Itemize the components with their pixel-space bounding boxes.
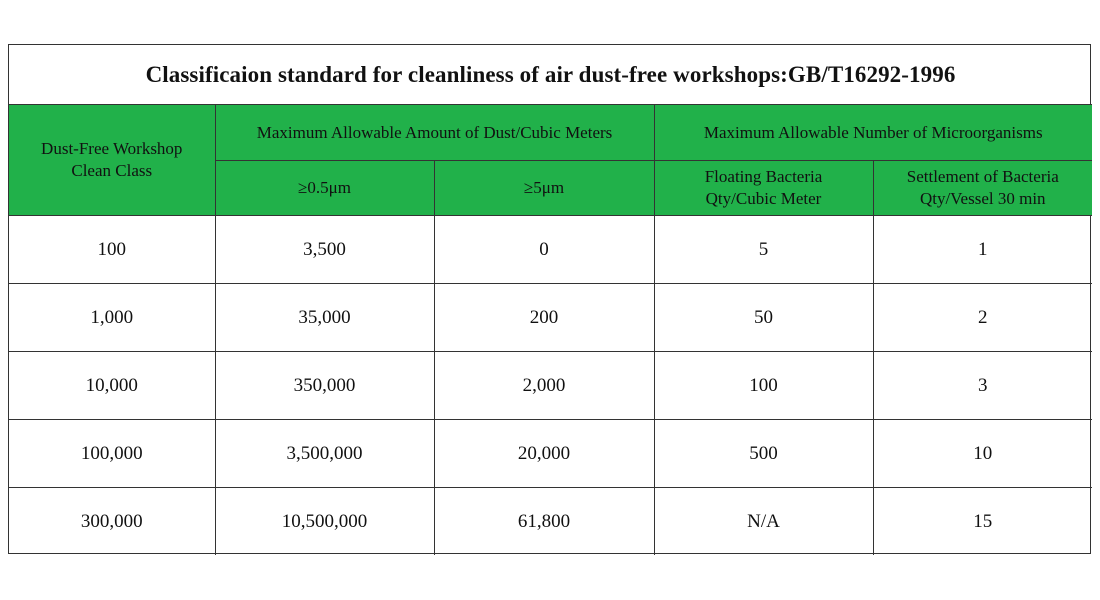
cell-dust-0-5um: 10,500,000: [215, 488, 434, 556]
table-row: [9, 420, 1092, 488]
header-dust-0-5um: ≥0.5μm: [215, 161, 434, 216]
cell-floating-bacteria: 100: [654, 352, 873, 420]
table-row: [9, 488, 1092, 556]
cell-clean-class: 1,000: [9, 284, 215, 352]
cell-dust-5um: 61,800: [434, 488, 654, 556]
cell-dust-0-5um: 350,000: [215, 352, 434, 420]
cell-dust-5um: 200: [434, 284, 654, 352]
cell-settlement-bacteria: 1: [873, 216, 1092, 284]
header-settlement-line1: Settlement of Bacteria: [906, 167, 1059, 186]
header-floating-line1: Floating Bacteria: [704, 167, 823, 186]
cell-settlement-bacteria: 10: [873, 420, 1092, 488]
header-floating-bacteria: [654, 161, 873, 216]
header-clean-class-line2: Clean Class: [71, 161, 153, 180]
classification-table: [9, 45, 1092, 555]
table-row: [9, 216, 1092, 284]
cell-settlement-bacteria: 2: [873, 284, 1092, 352]
header-clean-class: [9, 105, 215, 216]
table-title: Classificaion standard for cleanliness of air dust-free workshops:GB/T16292-1996: [9, 45, 1092, 105]
cell-floating-bacteria: 50: [654, 284, 873, 352]
cell-dust-0-5um: 35,000: [215, 284, 434, 352]
cell-dust-5um: 0: [434, 216, 654, 284]
classification-table-frame: [8, 44, 1091, 554]
header-settlement-line2: Qty/Vessel 30 min: [919, 189, 1046, 208]
cell-floating-bacteria: N/A: [654, 488, 873, 556]
header-floating-line2: Qty/Cubic Meter: [705, 189, 822, 208]
cell-floating-bacteria: 500: [654, 420, 873, 488]
cell-clean-class: 300,000: [9, 488, 215, 556]
table-row: [9, 352, 1092, 420]
header-microorganism-group: Maximum Allowable Number of Microorganisms: [654, 105, 1092, 161]
header-settlement-bacteria: [873, 161, 1092, 216]
cell-dust-5um: 20,000: [434, 420, 654, 488]
cell-dust-0-5um: 3,500: [215, 216, 434, 284]
header-dust-group: Maximum Allowable Amount of Dust/Cubic Meters: [215, 105, 654, 161]
table-row: [9, 284, 1092, 352]
cell-settlement-bacteria: 3: [873, 352, 1092, 420]
cell-dust-5um: 2,000: [434, 352, 654, 420]
cell-clean-class: 100: [9, 216, 215, 284]
header-clean-class-line1: Dust-Free Workshop: [41, 139, 183, 158]
cell-clean-class: 100,000: [9, 420, 215, 488]
cell-floating-bacteria: 5: [654, 216, 873, 284]
cell-settlement-bacteria: 15: [873, 488, 1092, 556]
cell-clean-class: 10,000: [9, 352, 215, 420]
cell-dust-0-5um: 3,500,000: [215, 420, 434, 488]
header-dust-5um: ≥5μm: [434, 161, 654, 216]
